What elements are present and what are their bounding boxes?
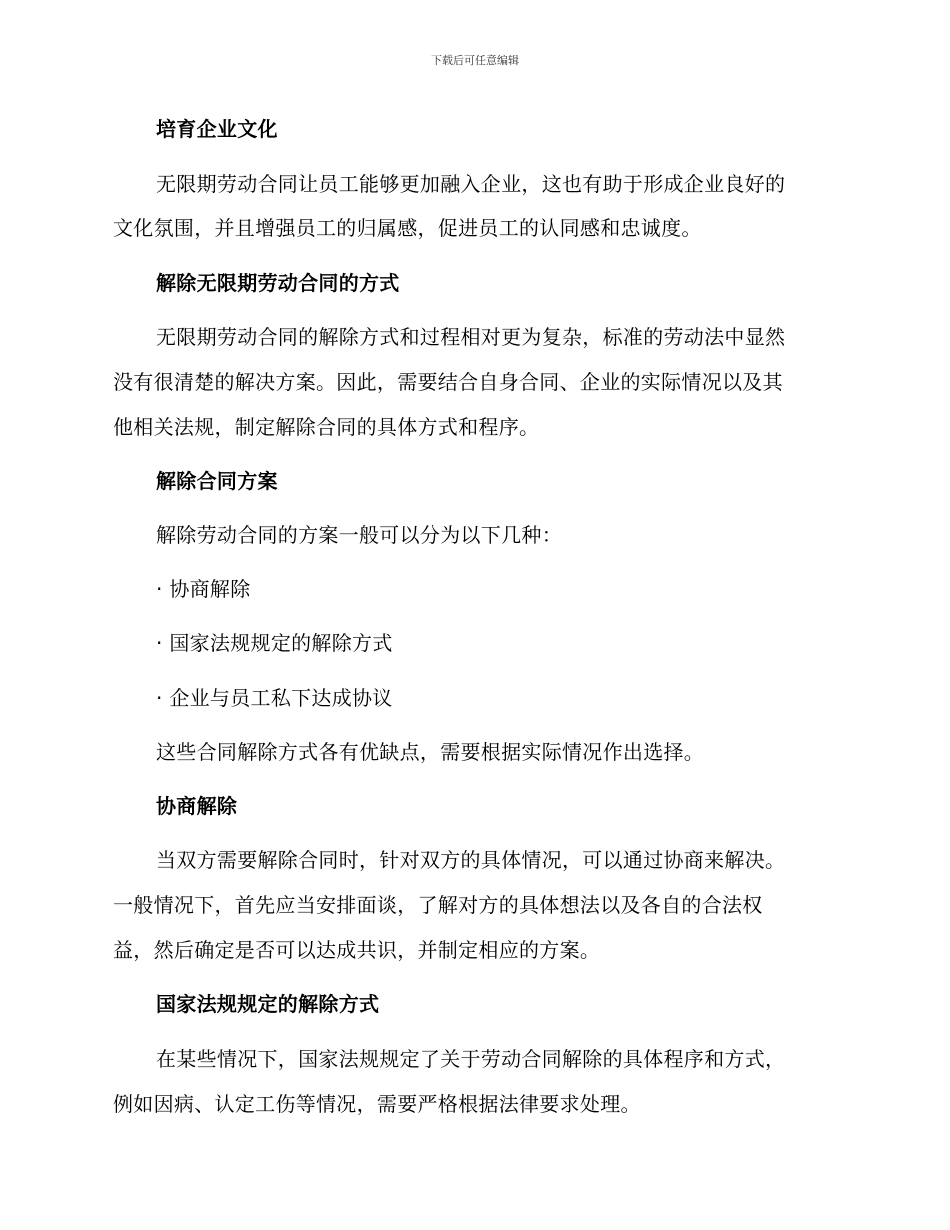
paragraph-line: 没有很清楚的解决方案。因此，需要结合自身合同、企业的实际情况以及其: [113, 370, 783, 394]
list-item: · 国家法规规定的解除方式: [156, 631, 393, 655]
heading-termination-plan: 解除合同方案: [156, 469, 278, 493]
paragraph-line: 在某些情况下，国家法规规定了关于劳动合同解除的具体程序和方式，: [156, 1047, 786, 1071]
paragraph-line: 益，然后确定是否可以达成共识，并制定相应的方案。: [113, 938, 601, 962]
list-item: · 企业与员工私下达成协议: [156, 686, 393, 710]
paragraph-line: 无限期劳动合同让员工能够更加融入企业，这也有助于形成企业良好的: [156, 172, 786, 196]
paragraph-line: 文化氛围，并且增强员工的归属感，促进员工的认同感和忠诚度。: [113, 216, 702, 240]
heading-negotiated-termination: 协商解除: [156, 794, 238, 818]
list-item: · 协商解除: [156, 577, 251, 601]
paragraph-line: 当双方需要解除合同时，针对双方的具体情况，可以通过协商来解决。: [156, 848, 786, 872]
paragraph-line: 一般情况下，首先应当安排面谈，了解对方的具体想法以及各自的合法权: [113, 893, 763, 917]
heading-cultivate-culture: 培育企业文化: [156, 117, 278, 141]
heading-statutory-termination: 国家法规规定的解除方式: [156, 992, 380, 1016]
paragraph-line: 无限期劳动合同的解除方式和过程相对更为复杂，标准的劳动法中显然: [156, 325, 786, 349]
paragraph-line: 例如因病、认定工伤等情况，需要严格根据法律要求处理。: [113, 1092, 641, 1116]
heading-termination-methods: 解除无限期劳动合同的方式: [156, 271, 400, 295]
paragraph-line: 解除劳动合同的方案一般可以分为以下几种：: [156, 523, 562, 547]
paragraph-line: 这些合同解除方式各有优缺点，需要根据实际情况作出选择。: [156, 740, 705, 764]
paragraph-line: 他相关法规，制定解除合同的具体方式和程序。: [113, 415, 540, 439]
page-header: 下载后可任意编辑: [431, 54, 519, 67]
